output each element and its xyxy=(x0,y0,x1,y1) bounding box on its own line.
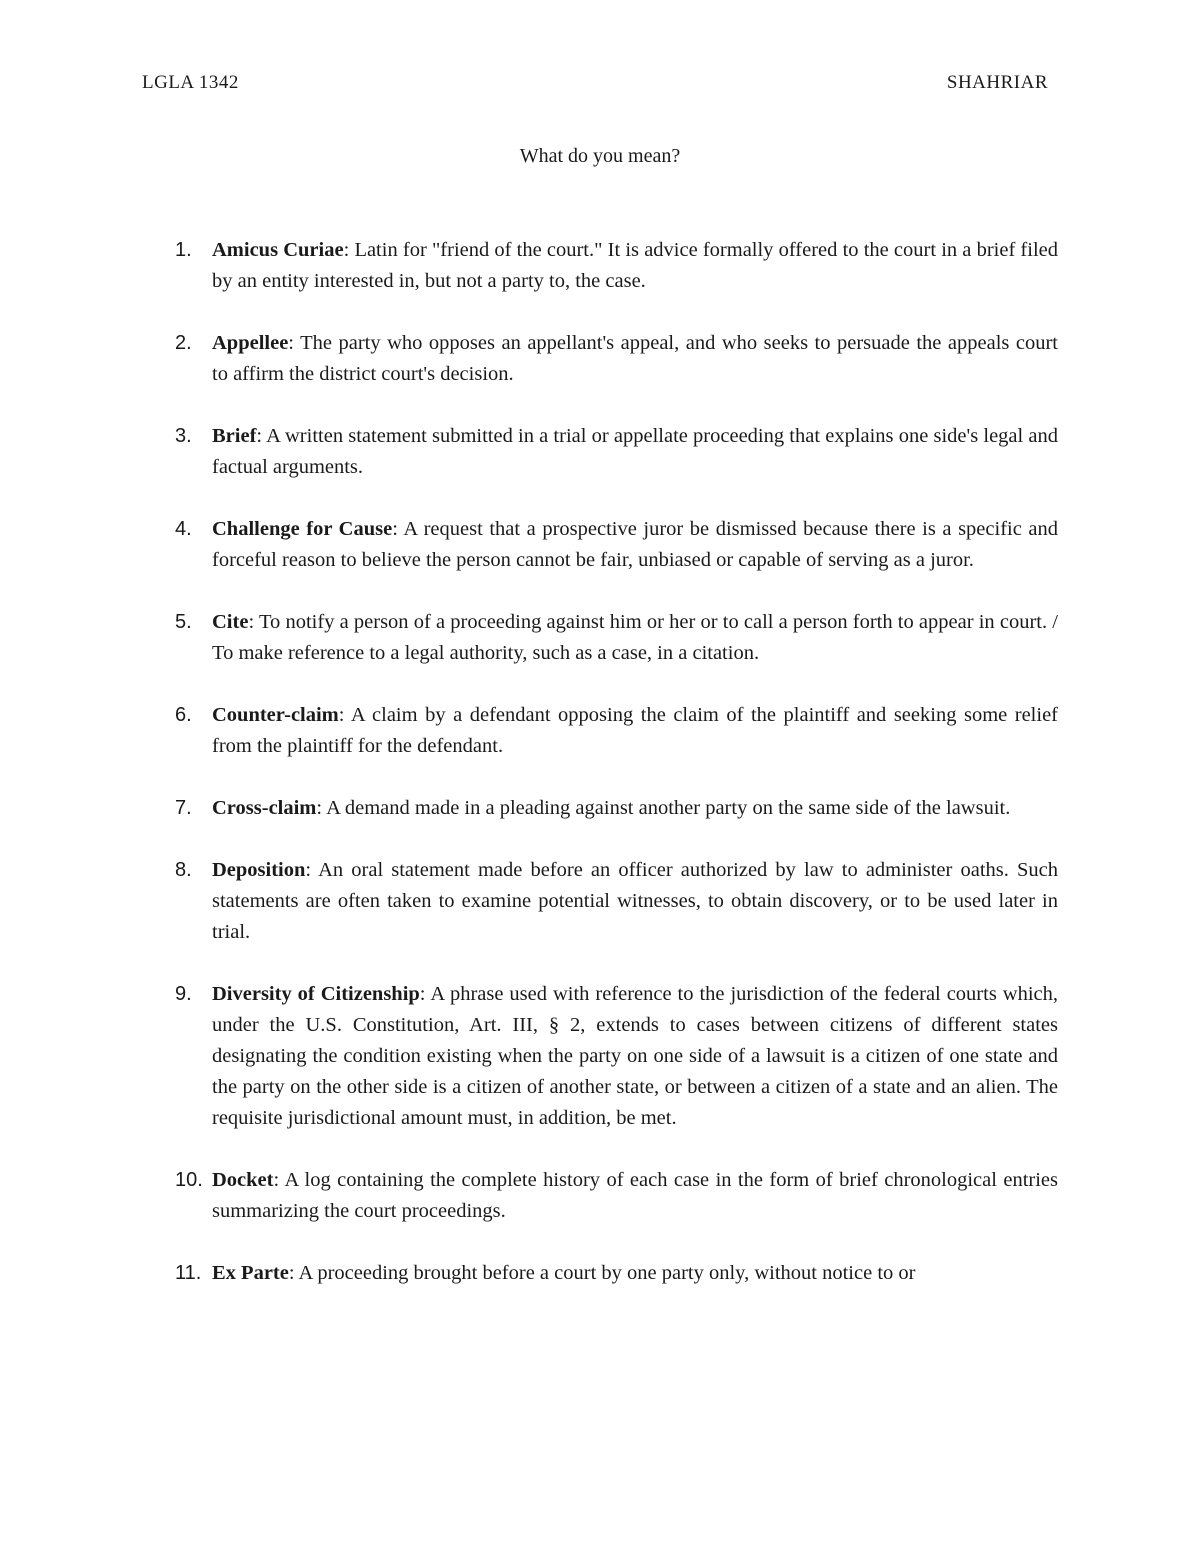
item-number: 9. xyxy=(175,983,192,1005)
glossary-term: Cross-claim xyxy=(212,797,317,819)
glossary-definition: : To notify a person of a proceeding against him or her or to call a person forth to appear in court. / To make reference to a legal authority, such as a case, in a citation. xyxy=(212,611,1058,664)
glossary-term: Ex Parte xyxy=(212,1262,289,1284)
glossary-term: Cite xyxy=(212,611,249,633)
glossary-definition: : A claim by a defendant opposing the claim of the plaintiff and seeking some relief from the plaintiff for the defendant. xyxy=(212,704,1058,757)
item-number: 7. xyxy=(175,797,192,819)
glossary-definition: : Latin for "friend of the court." It is advice formally offered to the court in a brief filed by an entity interested in, but not a party to, the case. xyxy=(212,239,1058,292)
glossary-item xyxy=(142,328,1058,390)
glossary-definition: : A proceeding brought before a court by one party only, without notice to or xyxy=(288,1262,916,1284)
document-title: What do you mean? xyxy=(519,145,681,167)
glossary-definition: : A log containing the complete history of each case in the form of brief chronological entries summarizing the court proceedings. xyxy=(212,1169,1058,1222)
glossary-definition: : The party who opposes an appellant's appeal, and who seeks to persuade the appeals court to affirm the district court's decision. xyxy=(212,332,1058,385)
glossary-item xyxy=(142,235,1058,297)
glossary-term: Brief xyxy=(212,425,257,447)
glossary-item xyxy=(142,1165,1058,1227)
glossary-item xyxy=(142,700,1058,762)
author-name-header: SHAHRIAR xyxy=(946,72,1048,93)
item-number: 1. xyxy=(175,239,192,261)
glossary-term: Diversity of Citizenship xyxy=(212,983,420,1005)
glossary-definition: : A request that a prospective juror be dismissed because there is a specific and forceful reason to believe the person cannot be fair, unbiased or capable of serving as a juror. xyxy=(212,518,1058,571)
glossary-term: Amicus Curiae xyxy=(212,239,344,261)
item-number: 5. xyxy=(175,611,192,633)
item-number: 4. xyxy=(175,518,192,540)
glossary-term: Counter-claim xyxy=(212,704,339,726)
glossary-definition: : A demand made in a pleading against another party on the same side of the lawsuit. xyxy=(316,797,1011,819)
item-number: 2. xyxy=(175,332,192,354)
glossary-definition: : A phrase used with reference to the jurisdiction of the federal courts which, under the U.S. Constitution, Art. III, § 2, extends to cases between citizens of different states designating the condition existing when the party on one side of a lawsuit is a citizen of one state and the party on the other side is a citizen of another state, or between a citizen of a state and an alien. The requisite jurisdictional amount must, in addition, be met. xyxy=(212,983,1058,1129)
glossary-definition: : An oral statement made before an officer authorized by law to administer oaths. Such statements are often taken to examine potential witnesses, to obtain discovery, or to be used later in trial. xyxy=(212,859,1058,943)
item-number: 11. xyxy=(175,1262,202,1284)
item-number: 3. xyxy=(175,425,192,447)
glossary-item xyxy=(142,607,1058,669)
glossary-definition: : A written statement submitted in a trial or appellate proceeding that explains one side's legal and factual arguments. xyxy=(212,425,1058,478)
glossary-item xyxy=(142,979,1058,1134)
item-number: 6. xyxy=(175,704,192,726)
glossary-item xyxy=(142,421,1058,483)
glossary-list xyxy=(142,235,1058,1320)
glossary-term: Docket xyxy=(212,1169,274,1191)
glossary-item xyxy=(142,855,1058,948)
glossary-term: Appellee xyxy=(212,332,289,354)
item-number: 10. xyxy=(175,1169,203,1191)
glossary-term: Deposition xyxy=(212,859,306,881)
course-code-header: LGLA 1342 xyxy=(142,72,239,93)
glossary-item xyxy=(142,1258,1058,1289)
glossary-item xyxy=(142,793,1058,824)
item-number: 8. xyxy=(175,859,192,881)
glossary-item xyxy=(142,514,1058,576)
glossary-term: Challenge for Cause xyxy=(212,518,393,540)
